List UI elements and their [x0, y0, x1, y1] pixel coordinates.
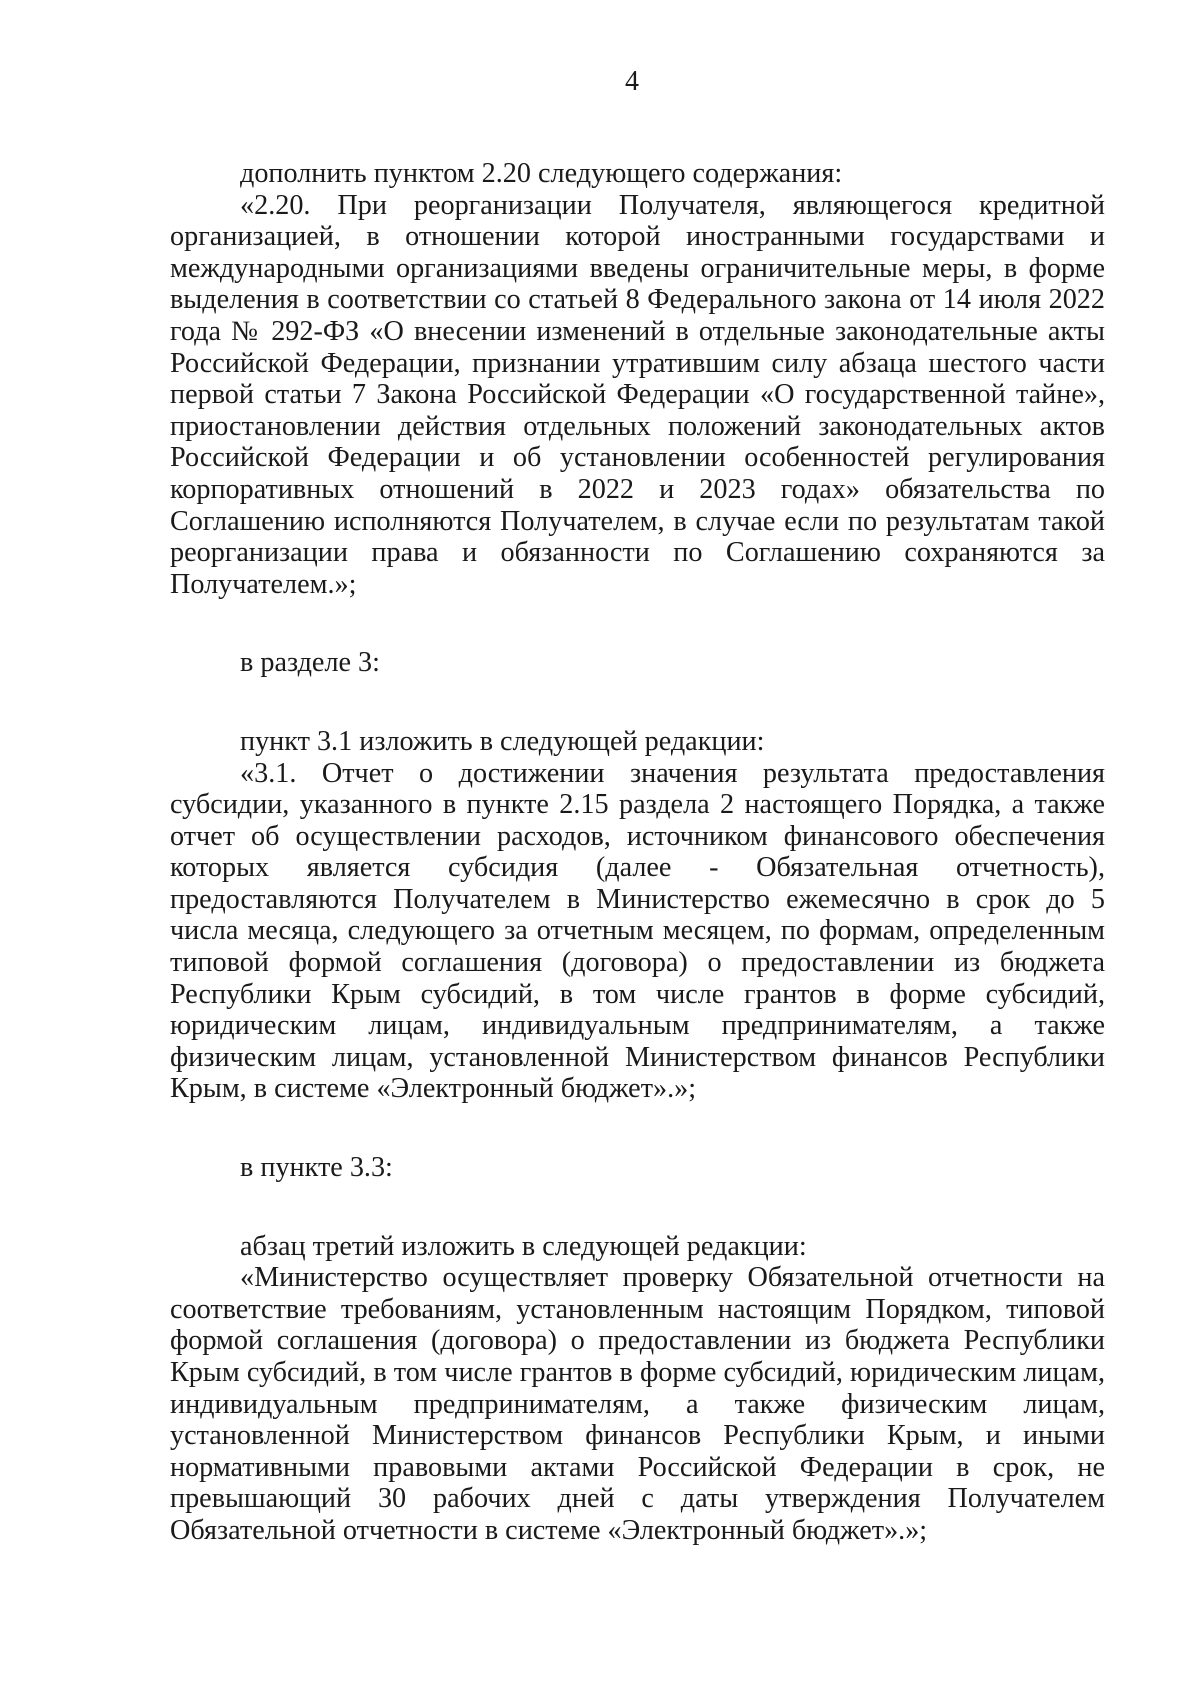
- paragraph-clause-3-1: «3.1. Отчет о достижении значения результата предоставления субсидии, указанного в пункте 2.15 раздела 2 настоящего Порядка, а также отчет об осуществлении расходов, источником финансового обеспечения которых является субсидия (далее - Обязательная отчетность), предоставляются Получателем в Министерство ежемесячно в срок до 5 числа месяца, следующего за отчетным месяцем, по формам, определенным типовой формой соглашения (договора) о предоставлении из бюджета Республики Крым субсидий, в том числе грантов в форме субсидий, юридическим лицам, индивидуальным предпринимателям, а также физическим лицам, установленной Министерством финансов Республики Крым, в системе «Электронный бюджет».»;: [170, 757, 1105, 1105]
- paragraph-clause-3-1-intro: пункт 3.1 изложить в следующей редакции:: [240, 725, 765, 757]
- page-number: 4: [625, 66, 639, 97]
- paragraph-gap: [170, 679, 1105, 726]
- paragraph-supplement-2-20-intro: дополнить пунктом 2.20 следующего содержания:: [240, 158, 843, 189]
- paragraph-third-abzats-intro: абзац третий изложить в следующей редакции:: [240, 1230, 807, 1262]
- paragraph-gap: [170, 1105, 1105, 1152]
- paragraph-third-abzats: «Министерство осуществляет проверку Обязательной отчетности на соответствие требованиям, установленным настоящим Порядком, типовой формой соглашения (договора) о предоставлении из бюджета Республики Крым субсидий, в том числе грантов в форме субсидий, юридическим лицам, индивидуальным предпринимателям, а также физическим лицам, установленной Министерством финансов Республики Крым, и иными нормативными правовыми актами Российской Федерации в срок, не превышающий 30 рабочих дней с даты утверждения Получателем Обязательной отчетности в системе «Электронный бюджет».»;: [170, 1262, 1105, 1546]
- paragraph-section-3: в разделе 3:: [240, 647, 380, 679]
- paragraph-gap: [170, 600, 1105, 647]
- document-body: [170, 158, 1105, 1547]
- paragraph-clause-2-20: «2.20. При реорганизации Получателя, являющегося кредитной организацией, в отношении которой иностранными государствами и международными организациями введены ограничительные меры, в форме выделения в соответствии со статьей 8 Федерального закона от 14 июля 2022 года № 292-ФЗ «О внесении изменений в отдельные законодательные акты Российской Федерации, признании утратившим силу абзаца шестого части первой статьи 7 Закона Российской Федерации «О государственной тайне», приостановлении действия отдельных положений законодательных актов Российской Федерации и об установлении особенностей регулирования корпоративных отношений в 2022 и 2023 годах» обязательства по Соглашению исполняются Получателем, в случае если по результатам такой реорганизации права и обязанности по Соглашению сохраняются за Получателем.»;: [170, 189, 1105, 600]
- paragraph-clause-3-3: в пункте 3.3:: [240, 1152, 393, 1184]
- paragraph-gap: [170, 1184, 1105, 1231]
